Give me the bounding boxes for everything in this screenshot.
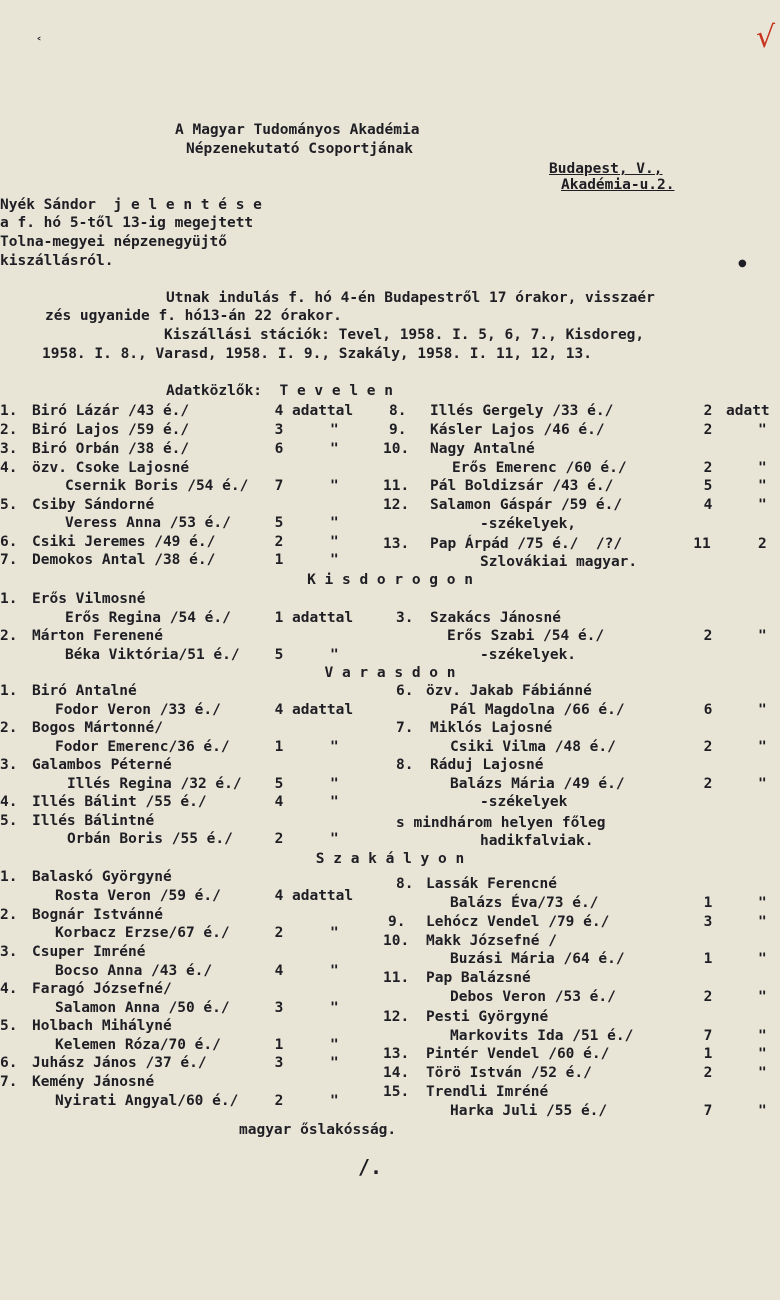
informant-maiden-name: Markovits Ida /51 é./: [450, 1028, 634, 1044]
item-count: 7: [274, 478, 284, 494]
item-count: 2: [274, 1093, 284, 1109]
informant-maiden-name: Erős Szabi /54 é./: [447, 628, 605, 644]
origin-note: -székelyek,: [480, 516, 577, 532]
informant-maiden-name: Buzási Mária /64 é./: [450, 951, 625, 967]
entry-number: 12.: [383, 1009, 410, 1025]
count-unit: 2: [758, 536, 767, 552]
origin-note: -székelyek: [480, 794, 568, 810]
item-count: 4: [274, 794, 284, 810]
section-heading-kisdorog: K i s d o r o g o n: [307, 572, 473, 588]
informant-maiden-name: Balázs Éva/73 é./: [450, 895, 599, 911]
entry-number: 9.: [389, 422, 407, 438]
item-count: 1: [703, 1046, 713, 1062]
informant-maiden-name: Debos Veron /53 é./: [450, 989, 616, 1005]
intro-line-1: Utnak indulás f. hó 4-én Budapestről 17 órakor, visszaér: [166, 290, 655, 306]
entry-number: 13.: [383, 1046, 410, 1062]
item-count: 2: [703, 628, 713, 644]
informant-name: Erős Vilmosné: [32, 591, 146, 607]
report-title-1: Nyék Sándor j e l e n t é s e: [0, 197, 262, 213]
address-line-2: Akadémia-u.2.: [561, 177, 675, 193]
entry-number: 13.: [383, 536, 410, 552]
count-unit: ": [330, 647, 339, 663]
informant-maiden-name: Balázs Mária /49 é./: [450, 776, 625, 792]
informant-name: Faragó Józsefné/: [32, 981, 172, 997]
informant-maiden-name: Bocso Anna /43 é./: [55, 963, 213, 979]
informant-maiden-name: Erős Regina /54 é./: [65, 610, 231, 626]
count-unit: ": [330, 1000, 339, 1016]
informant-name: Ráduj Lajosné: [430, 757, 544, 773]
item-count: 1: [703, 895, 713, 911]
header-line-2: Népzenekutató Csoportjának: [186, 141, 413, 157]
section-heading-varasd: V a r a s d o n: [324, 665, 456, 681]
informant-maiden-name: Illés Regina /32 é./: [67, 776, 242, 792]
address-line-1: Budapest, V.,: [549, 161, 663, 177]
informant-maiden-name: Csiki Vilma /48 é./: [450, 739, 616, 755]
informant-name: Pintér Vendel /60 é./: [426, 1046, 610, 1062]
informant-name: Biró Antalné: [32, 683, 137, 699]
informant-name: Kemény Jánosné: [32, 1074, 155, 1090]
origin-note: s mindhárom helyen főleg: [396, 815, 606, 831]
entry-number: 1.: [0, 869, 18, 885]
item-count: 2: [703, 460, 713, 476]
item-count: 2: [703, 403, 713, 419]
item-count: 4: [274, 963, 284, 979]
entry-number: 4.: [0, 794, 18, 810]
item-count: 4: [274, 888, 284, 904]
informant-maiden-name: Nyirati Angyal/60 é./: [55, 1093, 239, 1109]
count-unit: ": [758, 1103, 767, 1119]
entry-number: 2.: [0, 720, 18, 736]
entry-number: 10.: [383, 441, 410, 457]
count-unit: ": [758, 914, 767, 930]
red-check-mark: √: [756, 20, 776, 55]
count-unit: ": [758, 989, 767, 1005]
item-count: 2: [274, 925, 284, 941]
header-line-1: A Magyar Tudományos Akadémia: [175, 122, 420, 138]
informant-name: Balaskó Györgyné: [32, 869, 172, 885]
count-unit: ": [758, 1065, 767, 1081]
entry-number: 5.: [0, 497, 18, 513]
count-unit: ": [330, 422, 339, 438]
count-unit: ": [330, 925, 339, 941]
informant-maiden-name: Csernik Boris /54 é./: [65, 478, 249, 494]
informant-maiden-name: Erős Emerenc /60 é./: [452, 460, 627, 476]
entry-number: 1.: [0, 683, 18, 699]
item-count: 2: [703, 989, 713, 1005]
item-count: 2: [703, 422, 713, 438]
informant-maiden-name: Kelemen Róza/70 é./: [55, 1037, 221, 1053]
entry-number: 5.: [0, 1018, 18, 1034]
count-unit: ": [330, 776, 339, 792]
count-unit: ": [330, 739, 339, 755]
informant-name: Lehócz Vendel /79 é./: [426, 914, 610, 930]
count-unit: ": [758, 628, 767, 644]
entry-number: 14.: [383, 1065, 410, 1081]
informant-name: Pap Balázsné: [426, 970, 531, 986]
ink-dot: ●: [738, 258, 747, 269]
informant-name: Törö István /52 é./: [426, 1065, 592, 1081]
intro-line-2: zés ugyanide f. hó13-án 22 órakor.: [45, 308, 342, 324]
count-unit: ": [330, 515, 339, 531]
informant-name: Holbach Mihályné: [32, 1018, 172, 1034]
informant-name: Pál Boldizsár /43 é./: [430, 478, 614, 494]
informant-name: Illés Bálint /55 é./: [32, 794, 207, 810]
informant-maiden-name: Orbán Boris /55 é./: [67, 831, 233, 847]
count-unit: ": [330, 1037, 339, 1053]
count-unit: adatt: [726, 403, 770, 419]
item-count: 1: [274, 610, 284, 626]
item-count: 3: [274, 1055, 284, 1071]
item-count: 2: [274, 831, 284, 847]
count-unit: ": [330, 963, 339, 979]
item-count: 6: [703, 702, 713, 718]
informant-name: Demokos Antal /38 é./: [32, 552, 216, 568]
entry-number: 2.: [0, 907, 18, 923]
informant-name: Salamon Gáspár /59 é./: [430, 497, 623, 513]
item-count: 1: [274, 552, 284, 568]
informant-maiden-name: Rosta Veron /59 é./: [55, 888, 221, 904]
informant-name: özv. Csoke Lajosné: [32, 460, 190, 476]
entry-number: 8.: [396, 876, 414, 892]
entry-number: 1.: [0, 403, 18, 419]
report-title-4: kiszállásról.: [0, 253, 114, 269]
informant-name: Galambos Péterné: [32, 757, 172, 773]
informant-name: Szakács Jánosné: [430, 610, 561, 626]
item-count: 4: [703, 497, 713, 513]
count-unit: ": [758, 422, 767, 438]
informant-name: Csiby Sándorné: [32, 497, 155, 513]
count-unit: ": [758, 497, 767, 513]
stations-line-2: 1958. I. 8., Varasd, 1958. I. 9., Szakály, 1958. I. 11, 12, 13.: [42, 346, 592, 362]
informant-maiden-name: Pál Magdolna /66 é./: [450, 702, 625, 718]
item-count: 7: [703, 1028, 713, 1044]
informant-name: Trendli Imréné: [426, 1084, 549, 1100]
count-unit: ": [330, 1093, 339, 1109]
informant-maiden-name: Salamon Anna /50 é./: [55, 1000, 230, 1016]
section-heading-szakaly: S z a k á l y o n: [315, 851, 465, 867]
origin-note: Szlovákiai magyar.: [480, 554, 638, 570]
count-unit: ": [758, 702, 767, 718]
item-count: 2: [703, 1065, 713, 1081]
entry-number: 6.: [0, 534, 18, 550]
informant-name: Miklós Lajosné: [430, 720, 553, 736]
informant-maiden-name: Fodor Veron /33 é./: [55, 702, 221, 718]
entry-number: 12.: [383, 497, 410, 513]
informant-name: Illés Bálintné: [32, 813, 155, 829]
entry-number: 3.: [0, 944, 18, 960]
informant-maiden-name: Veress Anna /53 é./: [65, 515, 231, 531]
count-unit: ": [758, 951, 767, 967]
informant-name: Csiki Jeremes /49 é./: [32, 534, 216, 550]
item-count: 2: [703, 739, 713, 755]
entry-number: 3.: [0, 757, 18, 773]
origin-note: hadikfalviak.: [480, 833, 594, 849]
count-unit: ": [758, 478, 767, 494]
informant-maiden-name: Béka Viktória/51 é./: [65, 647, 240, 663]
informant-name: Biró Orbán /38 é./: [32, 441, 190, 457]
informant-maiden-name: Fodor Emerenc/36 é./: [55, 739, 230, 755]
entry-number: 3.: [396, 610, 414, 626]
informant-name: Juhász János /37 é./: [32, 1055, 207, 1071]
entry-number: 4.: [0, 460, 18, 476]
stations-line-1: Kiszállási stációk: Tevel, 1958. I. 5, 6, 7., Kisdoreg,: [164, 327, 645, 343]
informant-name: Lassák Ferencné: [426, 876, 557, 892]
count-unit: ": [330, 1055, 339, 1071]
count-unit: ": [758, 1046, 767, 1062]
count-unit: ": [330, 441, 339, 457]
item-count: 4: [274, 403, 284, 419]
ink-smudge: ˂: [36, 36, 42, 50]
count-unit: ": [330, 552, 339, 568]
count-unit: ": [330, 794, 339, 810]
count-unit: ": [330, 478, 339, 494]
informant-name: Makk Józsefné /: [426, 933, 557, 949]
item-count: 11: [693, 536, 711, 552]
count-unit: ": [330, 534, 339, 550]
count-unit: adattal: [292, 403, 354, 419]
count-unit: ": [758, 895, 767, 911]
entry-number: 11.: [383, 970, 410, 986]
entry-number: 10.: [383, 933, 410, 949]
item-count: 4: [274, 702, 284, 718]
count-unit: ": [758, 776, 767, 792]
entry-number: 8.: [389, 403, 407, 419]
informant-name: özv. Jakab Fábiánné: [426, 683, 592, 699]
entry-number: 15.: [383, 1084, 410, 1100]
item-count: 1: [703, 951, 713, 967]
entry-number: 8.: [396, 757, 414, 773]
page-mark: /.: [358, 1155, 383, 1179]
informant-name: Pesti Györgyné: [426, 1009, 549, 1025]
entry-number: 2.: [0, 422, 18, 438]
informant-name: Pap Árpád /75 é./ /?/: [430, 536, 623, 552]
informant-name: Csuper Imréné: [32, 944, 146, 960]
informant-name: Biró Lajos /59 é./: [32, 422, 190, 438]
entry-number: 1.: [0, 591, 18, 607]
report-title-2: a f. hó 5-től 13-ig megejtett: [0, 215, 254, 231]
item-count: 5: [274, 515, 284, 531]
entry-number: 9.: [388, 914, 406, 930]
item-count: 5: [703, 478, 713, 494]
informant-name: Kásler Lajos /46 é./: [430, 422, 605, 438]
count-unit: ": [758, 1028, 767, 1044]
item-count: 7: [703, 1103, 713, 1119]
section-heading-tevel: Adatközlők: T e v e l e n: [166, 383, 393, 399]
entry-number: 7.: [396, 720, 414, 736]
item-count: 3: [703, 914, 713, 930]
item-count: 1: [274, 1037, 284, 1053]
entry-number: 5.: [0, 813, 18, 829]
count-unit: adattal: [292, 888, 354, 904]
entry-number: 7.: [0, 1074, 18, 1090]
count-unit: ": [758, 739, 767, 755]
item-count: 3: [274, 422, 284, 438]
item-count: 3: [274, 1000, 284, 1016]
item-count: 1: [274, 739, 284, 755]
closing-note: magyar őslakósság.: [239, 1122, 397, 1138]
informant-name: Biró Lázár /43 é./: [32, 403, 190, 419]
item-count: 5: [274, 647, 284, 663]
entry-number: 7.: [0, 552, 18, 568]
entry-number: 11.: [383, 478, 410, 494]
entry-number: 6.: [396, 683, 414, 699]
report-title-3: Tolna-megyei népzenegyüjtő: [0, 234, 227, 250]
informant-name: Bognár Istvánné: [32, 907, 163, 923]
count-unit: ": [758, 460, 767, 476]
informant-name: Illés Gergely /33 é./: [430, 403, 614, 419]
item-count: 2: [703, 776, 713, 792]
entry-number: 4.: [0, 981, 18, 997]
entry-number: 2.: [0, 628, 18, 644]
entry-number: 3.: [0, 441, 18, 457]
item-count: 6: [274, 441, 284, 457]
entry-number: 6.: [0, 1055, 18, 1071]
count-unit: adattal: [292, 702, 354, 718]
origin-note: -székelyek.: [480, 647, 577, 663]
informant-name: Nagy Antalné: [430, 441, 535, 457]
informant-maiden-name: Harka Juli /55 é./: [450, 1103, 608, 1119]
informant-name: Bogos Mártonné/: [32, 720, 163, 736]
count-unit: adattal: [292, 610, 354, 626]
informant-maiden-name: Korbacz Erzse/67 é./: [55, 925, 230, 941]
item-count: 5: [274, 776, 284, 792]
count-unit: ": [330, 831, 339, 847]
item-count: 2: [274, 534, 284, 550]
informant-name: Márton Ferenené: [32, 628, 163, 644]
